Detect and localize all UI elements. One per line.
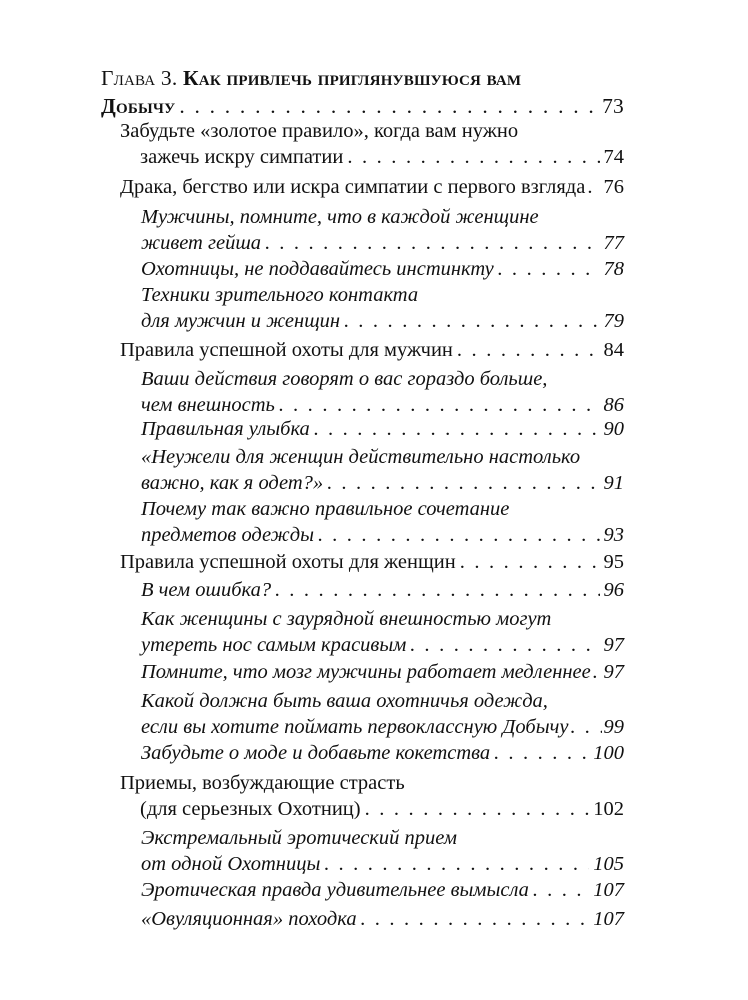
entry-text: Эротическая правда удивительнее вымысла	[141, 879, 529, 901]
toc-entry	[141, 256, 624, 282]
dot-leader	[279, 392, 600, 418]
chapter-label: Глава 3.	[101, 66, 178, 90]
entry-line	[141, 230, 624, 256]
page-number: 79	[603, 310, 624, 332]
page-number: 97	[603, 634, 624, 656]
page-number: 105	[593, 853, 624, 875]
dot-leader	[457, 337, 600, 363]
toc-entry	[141, 688, 624, 740]
page-number: 107	[593, 879, 624, 901]
toc-entry	[141, 606, 624, 658]
chapter-title-end: Добычу	[101, 94, 176, 118]
page-number: 99	[603, 716, 624, 738]
entry-line	[141, 392, 624, 418]
page-number: 84	[603, 339, 624, 361]
dot-leader	[314, 416, 600, 442]
dot-leader	[460, 549, 600, 575]
entry-line: Почему так важно правильное сочетание	[141, 498, 510, 520]
dot-leader	[365, 796, 590, 822]
entry-line	[141, 851, 624, 877]
entry-line	[141, 522, 624, 548]
toc-entry	[141, 366, 624, 418]
entry-line: Какой должна быть ваша охотничья одежда,	[141, 690, 548, 712]
entry-line	[141, 877, 624, 903]
entry-text: если вы хотите поймать первоклассную Добычу	[141, 716, 569, 738]
entry-text: Правильная улыбка	[141, 418, 310, 440]
page-number: 91	[603, 472, 624, 494]
entry-text: «Овуляционная» походка	[141, 908, 357, 930]
dot-leader	[410, 632, 599, 658]
entry-line	[120, 549, 624, 575]
toc-entry	[141, 906, 624, 932]
page-number: 77	[603, 232, 624, 254]
chapter-title-line-2	[101, 92, 624, 120]
page-number: 73	[602, 94, 624, 118]
toc-entry	[141, 877, 624, 903]
entry-line	[120, 337, 624, 363]
dot-leader	[318, 522, 600, 548]
toc-entry	[141, 740, 624, 766]
page-number: 78	[603, 258, 624, 280]
entry-text: от одной Охотницы	[141, 853, 321, 875]
page-number: 90	[603, 418, 624, 440]
dot-leader	[347, 144, 599, 170]
dot-leader	[324, 851, 589, 877]
entry-text: утереть нос самым красивым	[141, 634, 407, 656]
toc-entry	[141, 577, 624, 603]
entry-line: Экстремальный эротический прием	[141, 827, 457, 849]
entry-line	[141, 632, 624, 658]
entry-line	[141, 740, 624, 766]
entry-line	[141, 659, 624, 685]
page-number: 95	[603, 551, 624, 573]
entry-text: (для серьезных Охотниц)	[140, 798, 361, 820]
chapter-heading	[101, 64, 624, 120]
chapter-title-line	[101, 64, 624, 92]
dot-leader	[361, 906, 590, 932]
entry-text: важно, как я одет?»	[141, 472, 324, 494]
toc-entry	[120, 770, 624, 822]
dot-leader	[179, 92, 598, 120]
entry-line: Мужчины, помните, что в каждой женщине	[141, 206, 539, 228]
entry-text: В чем ошибка?	[141, 579, 272, 601]
toc-entry	[141, 204, 624, 256]
page-number: 86	[603, 394, 624, 416]
dot-leader	[275, 577, 599, 603]
page-number: 107	[593, 908, 624, 930]
entry-text: живет гейша	[141, 232, 262, 254]
page-number: 74	[603, 146, 624, 168]
entry-text: Правила успешной охоты для мужчин	[120, 339, 453, 361]
dot-leader	[344, 308, 599, 334]
entry-line: Приемы, возбуждающие страсть	[120, 772, 405, 794]
toc-entry	[141, 496, 624, 548]
toc-entry	[120, 174, 624, 200]
entry-text: для мужчин и женщин	[141, 310, 341, 332]
dot-leader	[498, 256, 600, 282]
entry-line	[141, 577, 624, 603]
entry-text: Охотницы, не поддавайтесь инстинкту	[141, 258, 494, 280]
page-number: 100	[593, 742, 624, 764]
dot-leader	[593, 659, 602, 685]
toc-entry	[141, 825, 624, 877]
entry-line	[141, 714, 624, 740]
page-number: 76	[603, 176, 624, 198]
entry-line: Ваши действия говорят о вас гораздо больше,	[141, 368, 548, 390]
chapter-title: Как привлечь приглянувшуюся вам	[183, 66, 522, 90]
entry-text: зажечь искру симпатии	[140, 146, 344, 168]
entry-line	[141, 470, 624, 496]
entry-text: чем внешность	[141, 394, 275, 416]
entry-text: Драка, бегство или искра симпатии с первого взгляда	[120, 176, 586, 198]
entry-line	[120, 796, 624, 822]
entry-line: «Неужели для женщин действительно настолько	[141, 446, 581, 468]
entry-text: Правила успешной охоты для женщин	[120, 551, 456, 573]
dot-leader	[494, 740, 589, 766]
entry-line	[120, 174, 624, 200]
entry-line	[120, 144, 624, 170]
toc-entry	[120, 337, 624, 363]
toc-entry	[141, 444, 624, 496]
entry-line	[141, 256, 624, 282]
page-number: 96	[603, 579, 624, 601]
entry-line	[141, 308, 624, 334]
toc-entry	[120, 549, 624, 575]
dot-leader	[533, 877, 589, 903]
toc-entry	[141, 659, 624, 685]
entry-text: предметов одежды	[141, 524, 314, 546]
dot-leader	[327, 470, 599, 496]
entry-line: Забудьте «золотое правило», когда вам нужно	[120, 120, 519, 142]
dot-leader	[570, 714, 601, 740]
entry-line	[141, 416, 624, 442]
entry-text: Забудьте о моде и добавьте кокетства	[141, 742, 491, 764]
entry-line: Техники зрительного контакта	[141, 284, 419, 306]
dot-leader	[587, 174, 601, 200]
toc-entry	[141, 282, 624, 334]
entry-line	[141, 906, 624, 932]
page-number: 93	[603, 524, 624, 546]
toc-entry	[141, 416, 624, 442]
entry-line: Как женщины с заурядной внешностью могут	[141, 608, 552, 630]
page-number: 102	[593, 798, 624, 820]
entry-text: Помните, что мозг мужчины работает медленнее	[141, 661, 591, 683]
dot-leader	[265, 230, 599, 256]
page-number: 97	[603, 661, 624, 683]
toc-entry	[120, 118, 624, 170]
